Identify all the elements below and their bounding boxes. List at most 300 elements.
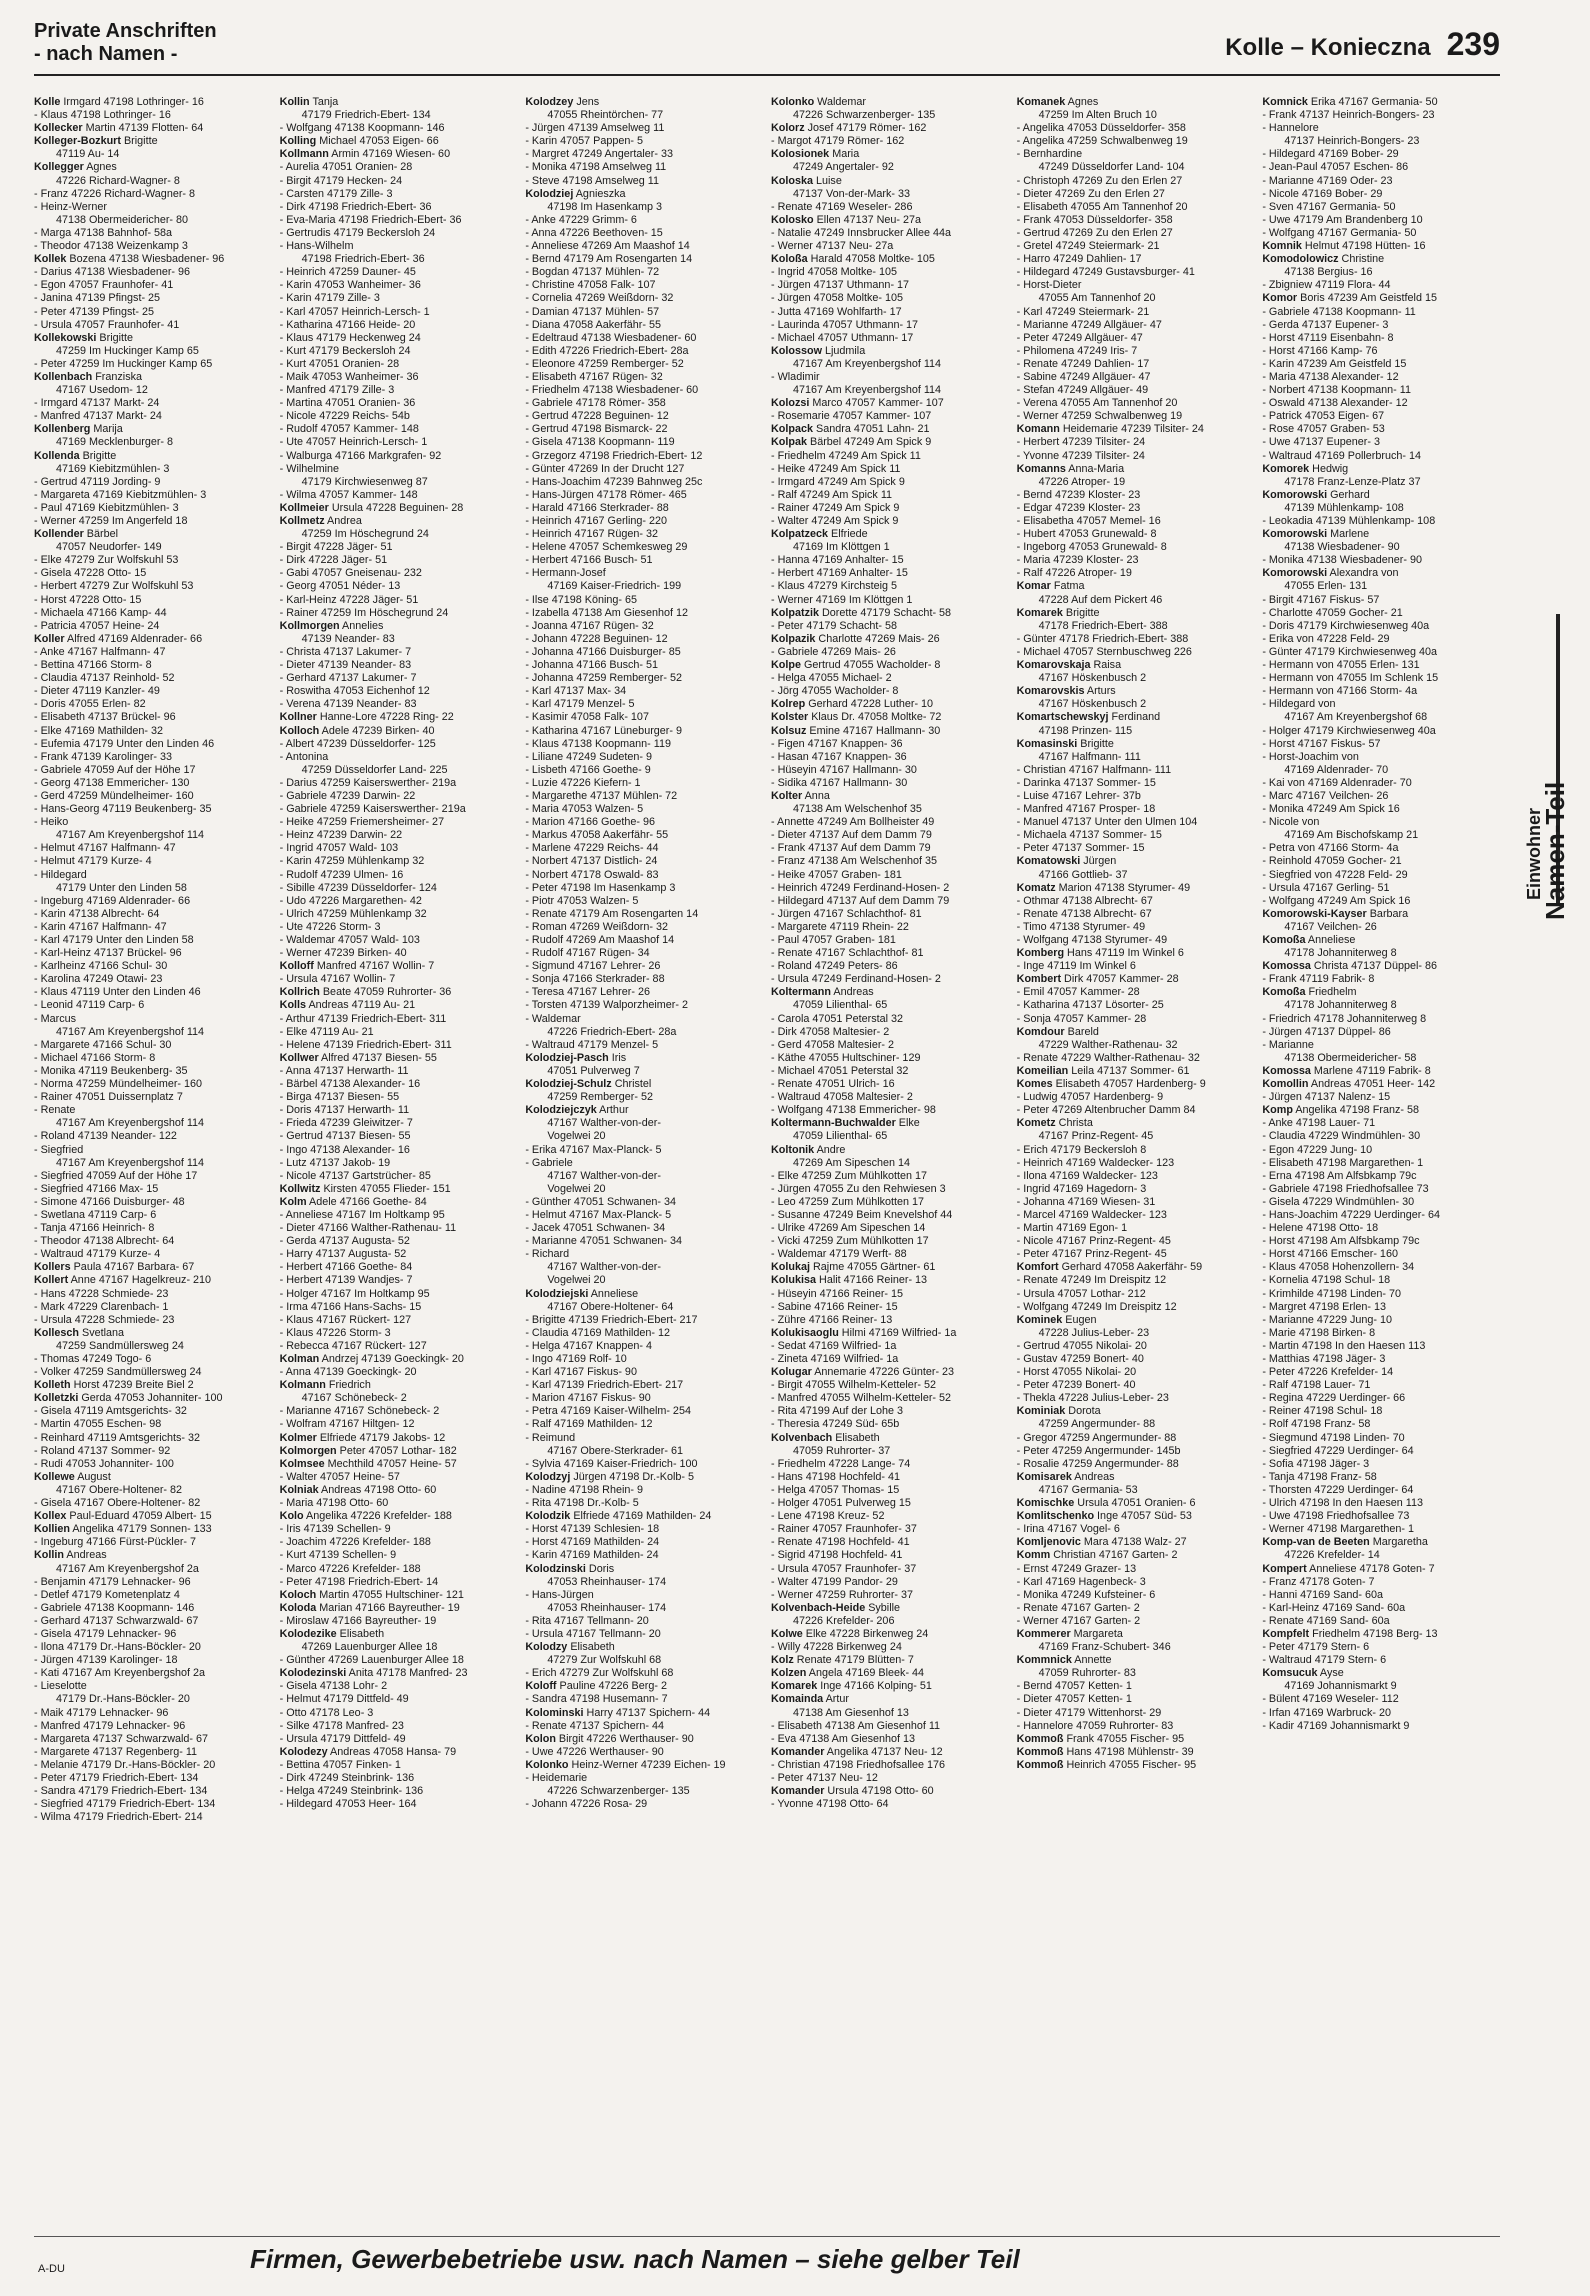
entry-surname-head: [34, 161, 266, 174]
surname: Kolugar: [771, 1366, 812, 1379]
entry-text: - Rita 47198 Dr.-Kolb- 5: [525, 1497, 639, 1510]
directory-entry: [34, 1497, 266, 1510]
entry-text: Anne 47167 Hagelkreuz- 210: [68, 1274, 212, 1287]
entry-text: - Anna 47226 Beethoven- 15: [525, 226, 663, 239]
entry-text: - Uwe 47137 Eupener- 3: [1262, 436, 1380, 449]
entry-text: - Hans-Joachim 47229 Uerdinger- 64: [1262, 1208, 1440, 1221]
entry-text: 47226 Friedrich-Ebert- 28a: [547, 1025, 677, 1038]
directory-entry: [280, 973, 512, 986]
entry-surname-head: [1017, 1471, 1249, 1484]
directory-entry: [1262, 122, 1494, 135]
entry-text: - Monika 47249 Am Spick 16: [1262, 803, 1400, 816]
entry-text: - Verena 47055 Am Tannenhof 20: [1016, 397, 1178, 410]
directory-entry: [1262, 1680, 1494, 1693]
entry-surname-head: [1262, 1104, 1494, 1117]
entry-text: - Peter 47239 Bonert- 40: [1016, 1379, 1136, 1392]
entry-surname-head: [1262, 960, 1494, 973]
directory-entry: [1262, 1576, 1494, 1589]
entry-surname-head: [34, 122, 266, 135]
entry-text: 47198 Friedrich-Ebert- 36: [301, 253, 425, 266]
entry-text: - Marlene 47229 Reichs- 44: [525, 842, 659, 855]
entry-surname-head: [280, 986, 512, 999]
directory-entry: [1017, 1183, 1249, 1196]
entry-text: Gerhard 47228 Luther- 10: [805, 698, 934, 711]
entry-text: - Renate 47249 Dahlien- 17: [1016, 357, 1150, 370]
entry-text: - Gertrud 47198 Bismarck- 22: [525, 423, 668, 436]
entry-text: 47169 Kaiser-Friedrich- 199: [547, 580, 682, 593]
header-section-subtitle: - nach Namen -: [34, 43, 178, 65]
directory-entry: [1262, 188, 1494, 201]
entry-text: - Hildegard 47169 Bober- 29: [1262, 148, 1399, 161]
directory-entry: [1017, 646, 1249, 659]
directory-entry: [1262, 1222, 1494, 1235]
surname: Kollex: [34, 1510, 67, 1523]
entry-text: - Elke 47259 Zum Mühlkotten 17: [771, 1169, 928, 1182]
directory-entry: [1017, 319, 1249, 332]
directory-entry: [280, 1785, 512, 1798]
entry-text: - Karl 47137 Max- 34: [525, 685, 627, 698]
entry-text: - Franz 47226 Richard-Wagner- 8: [34, 187, 196, 200]
entry-text: Elisabeth 47057 Hardenberg- 9: [1052, 1078, 1206, 1091]
directory-entry: [1017, 489, 1249, 502]
entry-text: - Aurelia 47051 Oranien- 28: [279, 161, 413, 174]
entry-text: 47169 Am Bischofskamp 21: [1284, 829, 1419, 842]
directory-entry: [525, 227, 757, 240]
entry-text: Annemarie 47226 Günter- 23: [811, 1366, 955, 1379]
entry-text: - Peter 47259 Im Huckinger Kamp 65: [34, 357, 213, 370]
directory-entry: [1262, 397, 1494, 410]
entry-text: - Peter 47259 Angermunder- 145b: [1016, 1444, 1181, 1457]
entry-text: - Anna 47139 Goeckingk- 20: [279, 1366, 417, 1379]
directory-entry: [1262, 135, 1494, 148]
directory-entry: [1017, 895, 1249, 908]
surname: Kolosionek: [771, 148, 830, 161]
surname: Komnick: [1262, 96, 1308, 108]
entry-text: - Lisbeth 47166 Goethe- 9: [525, 763, 651, 776]
entry-text: - Hüseyin 47166 Reiner- 15: [771, 1287, 904, 1300]
entry-text: 47259 Remberger- 52: [547, 1091, 653, 1104]
surname: Kolpatzik: [771, 606, 819, 619]
surname: Kollek: [34, 253, 67, 266]
directory-entry: [1262, 607, 1494, 620]
surname: Kolossow: [771, 344, 822, 357]
entry-text: - Simone 47166 Duisburger- 48: [34, 1195, 185, 1208]
entry-text: Elfriede: [828, 528, 868, 541]
directory-entry: [1262, 1484, 1494, 1497]
entry-text: - Helga 47167 Knappen- 4: [525, 1339, 652, 1352]
entry-text: - Harro 47249 Dahlien- 17: [1016, 253, 1142, 266]
entry-text: Jürgen 47198 Dr.-Kolb- 5: [570, 1470, 694, 1483]
directory-entry: [34, 855, 266, 868]
directory-entry: [34, 1405, 266, 1418]
directory-entry: [34, 1484, 266, 1497]
directory-entry: [34, 345, 266, 358]
page-number: 239: [1446, 26, 1500, 62]
entry-text: - Günter 47179 Kirchwiesenweg 40a: [1262, 645, 1437, 658]
entry-text: Sandra 47051 Lahn- 21: [813, 423, 930, 436]
entry-text: - Birgit 47228 Jäger- 51: [279, 541, 393, 554]
directory-entry: [280, 528, 512, 541]
surname: Komossa: [1262, 1064, 1311, 1077]
entry-text: 47139 Mühlenkamp- 108: [1284, 501, 1404, 514]
entry-text: Gerhard: [1327, 488, 1370, 501]
surname: Kolpack: [771, 423, 814, 436]
directory-entry: [525, 1772, 757, 1785]
entry-text: - Silke 47178 Manfred- 23: [279, 1719, 404, 1732]
entry-text: - Izabella 47138 Am Giesenhof 12: [525, 606, 688, 619]
entry-text: - Sabine 47249 Allgäuer- 47: [1016, 370, 1151, 383]
entry-text: 47053 Rheinhauser- 174: [547, 1601, 667, 1614]
entry-text: - Ute 47226 Storm- 3: [279, 920, 381, 933]
surname: Komainda: [771, 1693, 824, 1706]
directory-entry: [525, 1523, 757, 1536]
directory-entry: [771, 685, 1003, 698]
directory-entry: [525, 266, 757, 279]
directory-entry: [34, 463, 266, 476]
entry-text: - Rose 47057 Graben- 53: [1262, 423, 1385, 436]
entry-text: - Renate 47179 Am Rosengarten 14: [525, 907, 699, 920]
directory-entry: [771, 1405, 1003, 1418]
entry-text: - Heinrich 47169 Waldecker- 123: [1016, 1156, 1175, 1169]
entry-text: 47167 Schönebeck- 2: [301, 1392, 407, 1405]
entry-text: - Matthias 47198 Jäger- 3: [1262, 1353, 1386, 1365]
directory-entry: [525, 1130, 757, 1143]
directory-entry: [771, 1026, 1003, 1039]
entry-text: - Edgar 47239 Kloster- 23: [1016, 501, 1141, 514]
entry-text: - Erika von 47228 Feld- 29: [1262, 632, 1390, 645]
directory-entry: [525, 541, 757, 554]
entry-text: - Jürgen 47167 Schlachthof- 81: [771, 907, 922, 920]
directory-entry: [525, 1248, 757, 1261]
entry-text: - Rainer 47057 Fraunhofer- 37: [771, 1523, 917, 1536]
directory-entry: [280, 869, 512, 882]
directory-entry: [280, 463, 512, 476]
entry-text: - Helmut 47179 Dittfeld- 49: [279, 1693, 409, 1706]
entry-text: - Irmgard 47137 Markt- 24: [34, 397, 160, 410]
surname: Kompert: [1262, 1562, 1307, 1575]
directory-entry: [34, 1288, 266, 1301]
entry-text: 47228 Julius-Leber- 23: [1038, 1326, 1150, 1339]
entry-text: - Horst 47169 Mathilden- 24: [525, 1536, 660, 1549]
directory-entry: [525, 1170, 757, 1183]
directory-entry: [1017, 122, 1249, 135]
entry-text: Friedrich: [325, 1379, 371, 1392]
directory-entry: [525, 332, 757, 345]
entry-text: Annette: [1071, 1654, 1112, 1667]
directory-entry: [525, 803, 757, 816]
entry-text: - Ursula 47057 Fraunhofer- 41: [34, 318, 180, 331]
directory-entry: [525, 1327, 757, 1340]
entry-text: - Dirk 47198 Friedrich-Ebert- 36: [279, 200, 432, 213]
directory-entry: [771, 502, 1003, 515]
directory-entry: [34, 266, 266, 279]
directory-entry: [280, 1693, 512, 1706]
side-tab-label-main: Namen-Teil: [1540, 781, 1570, 920]
entry-text: - Jürgen 47137 Uthmann- 17: [771, 279, 910, 292]
entry-text: - Wilma 47179 Friedrich-Ebert- 214: [34, 1811, 203, 1824]
entry-surname-head: [771, 148, 1003, 161]
entry-text: - Anke 47198 Lauer- 71: [1262, 1117, 1376, 1130]
entry-surname-head: [1262, 240, 1494, 253]
entry-text: - Renate 47229 Walther-Rathenau- 32: [1016, 1051, 1200, 1064]
directory-entry: [1017, 999, 1249, 1012]
entry-text: Fatma: [1050, 580, 1085, 593]
directory-entry: [771, 1615, 1003, 1628]
entry-text: - Hildegard 47249 Gustavsburger- 41: [1016, 266, 1195, 279]
surname: Komischke: [1016, 1497, 1075, 1510]
entry-text: - Nicole 47169 Bober- 29: [1262, 187, 1383, 200]
directory-entry: [1017, 1222, 1249, 1235]
entry-text: 47167 Höskenbusch 2: [1038, 698, 1147, 711]
entry-text: Elisabeth: [336, 1627, 385, 1640]
entry-text: - Gerd 47259 Mündelheimer- 160: [34, 789, 194, 802]
entry-text: - Waltraud 47169 Pollerbruch- 14: [1262, 449, 1421, 462]
entry-text: Franziska: [92, 370, 143, 383]
surname: Kolmsee: [279, 1457, 325, 1470]
directory-entry: [1017, 410, 1249, 423]
entry-text: Erika 47167 Germania- 50: [1307, 96, 1438, 108]
entry-text: Brigitte: [1077, 737, 1114, 750]
surname: Kolodzik: [525, 1510, 571, 1523]
entry-text: Christa: [1055, 1117, 1093, 1130]
entry-text: - Klaus 47119 Unter den Linden 46: [34, 986, 201, 999]
directory-entry: [1017, 1667, 1249, 1680]
directory-entry: [34, 816, 266, 829]
entry-text: - Michael 47057 Uthmann- 17: [771, 331, 914, 344]
surname: Kollekowski: [34, 331, 97, 344]
entry-text: - Anke 47167 Halfmann- 47: [34, 645, 166, 658]
directory-entry: [280, 947, 512, 960]
directory-entry: [34, 384, 266, 397]
entry-surname-head: [1017, 1065, 1249, 1078]
directory-entry: [1262, 1301, 1494, 1314]
entry-text: - Marianne: [1262, 1038, 1314, 1051]
directory-entry: [1017, 214, 1249, 227]
entry-text: - Kai von 47169 Aldenrader- 70: [1262, 776, 1412, 789]
entry-text: - Reimund: [525, 1431, 576, 1444]
directory-entry: [1262, 1720, 1494, 1733]
entry-text: - Maik 47179 Lehnacker- 96: [34, 1706, 169, 1719]
entry-text: Elke: [895, 1117, 920, 1130]
entry-text: - Renate 47198 Hochfeld- 41: [771, 1536, 910, 1549]
entry-text: - Detlef 47179 Kometenplatz 4: [34, 1588, 180, 1601]
directory-entry: [1262, 345, 1494, 358]
entry-text: Beate 47059 Ruhrorter- 36: [319, 986, 452, 999]
directory-entry: [525, 711, 757, 724]
entry-text: - Piotr 47053 Walzen- 5: [525, 894, 639, 907]
entry-text: - Horst 47055 Nikolai- 20: [1016, 1366, 1137, 1379]
directory-entry: [280, 738, 512, 751]
entry-text: - Horst-Joachim von: [1262, 750, 1359, 763]
entry-text: - Edeltraud 47138 Wiesbadener- 60: [525, 331, 697, 344]
entry-text: - Karl 47249 Steiermark- 21: [1016, 305, 1150, 318]
entry-surname-head: [280, 1052, 512, 1065]
surname: Kollert: [34, 1274, 69, 1287]
surname: Kollmeier: [279, 501, 329, 514]
entry-text: - Dirk 47058 Maltesier- 2: [771, 1025, 890, 1038]
entry-text: - Gabriele 47259 Kaiserswerther- 219a: [279, 803, 466, 816]
directory-entry: [1262, 1039, 1494, 1052]
surname: Kolter: [771, 789, 803, 802]
entry-text: Christine: [1338, 253, 1385, 266]
entry-surname-head: [1017, 1759, 1249, 1772]
entry-text: - Yvonne 47239 Tilsiter- 24: [1016, 449, 1145, 462]
directory-entry: [280, 1222, 512, 1235]
entry-text: 47167 Obere-Holtener- 82: [56, 1483, 183, 1496]
entry-text: - Eva-Maria 47198 Friedrich-Ebert- 36: [279, 213, 462, 226]
entry-text: - Karl 47167 Fiskus- 90: [525, 1366, 637, 1379]
entry-text: - Claudia 47229 Windmühlen- 30: [1262, 1130, 1421, 1143]
entry-text: - Eva 47138 Am Giesenhof 13: [771, 1732, 916, 1745]
entry-text: - Holger 47167 Im Holtkamp 95: [279, 1287, 430, 1300]
directory-entry: [525, 1379, 757, 1392]
directory-entry: [280, 1235, 512, 1248]
entry-text: - Karin 47259 Mühlenkamp 32: [279, 855, 425, 868]
directory-entry: [1262, 855, 1494, 868]
surname: Kolodzey: [525, 96, 574, 108]
entry-text: - Frank 47119 Fabrik- 8: [1262, 973, 1375, 986]
entry-text: - Marianne 47229 Jung- 10: [1262, 1313, 1392, 1326]
entry-surname-head: [1262, 908, 1494, 921]
entry-text: Martin 47055 Hultschiner- 121: [316, 1588, 464, 1601]
entry-text: - Sandra 47198 Husemann- 7: [525, 1693, 668, 1706]
entry-text: Ljudmila: [822, 344, 866, 357]
directory-entry: [34, 1170, 266, 1183]
directory-entry: [525, 161, 757, 174]
entry-surname-head: [771, 528, 1003, 541]
directory-entry: [34, 672, 266, 685]
entry-surname-head: [1017, 1497, 1249, 1510]
entry-text: - Peter 47198 Friedrich-Ebert- 14: [279, 1575, 439, 1588]
entry-text: - Bogdan 47137 Mühlen- 72: [525, 266, 660, 279]
entry-text: 47179 Friedrich-Ebert- 134: [301, 109, 431, 122]
directory-entry: [34, 1314, 266, 1327]
entry-surname-head: [771, 711, 1003, 724]
entry-text: - Waldemar 47057 Wald- 103: [279, 934, 420, 946]
entry-text: - Natalie 47249 Innsbrucker Allee 44a: [771, 226, 952, 239]
directory-entry: [771, 1157, 1003, 1170]
directory-entry: [1017, 397, 1249, 410]
entry-surname-head: [280, 711, 512, 724]
entry-surname-head: [1017, 1733, 1249, 1746]
directory-entry: [280, 1327, 512, 1340]
directory-entry: [1017, 1563, 1249, 1576]
entry-surname-head: [280, 1379, 512, 1392]
entry-text: - Katharina 47166 Heide- 20: [279, 318, 416, 331]
entry-text: - Ulrike 47269 Am Sipeschen 14: [771, 1222, 926, 1235]
entry-text: - Siegfried 47229 Uerdinger- 64: [1262, 1444, 1414, 1457]
entry-text: - Nicole 47137 Gartstrücher- 85: [279, 1169, 431, 1182]
entry-text: - Antonina: [279, 750, 329, 763]
entry-text: - Darius 47138 Wiesbadener- 96: [34, 266, 191, 279]
surname: Komp-van de Beeten: [1262, 1536, 1370, 1549]
entry-text: - Renate: [34, 1104, 76, 1117]
entry-text: 47249 Düsseldorfer Land- 104: [1038, 161, 1185, 174]
entry-text: Andreas 47051 Heer- 142: [1308, 1078, 1436, 1091]
entry-text: - Herbert 47166 Busch- 51: [525, 554, 653, 567]
entry-text: - Peter 47179 Friedrich-Ebert- 134: [34, 1772, 199, 1784]
directory-entry: [1262, 148, 1494, 161]
directory-entry: [1262, 1589, 1494, 1602]
directory-entry: [525, 397, 757, 410]
entry-text: - Martina 47051 Oranien- 36: [279, 397, 416, 410]
entry-text: - Mark 47229 Clarenbach- 1: [34, 1300, 169, 1313]
entry-text: Christian 47167 Garten- 2: [1050, 1549, 1178, 1562]
entry-text: - Uwe 47198 Friedhofsallee 73: [1262, 1510, 1410, 1523]
directory-entry: [771, 1733, 1003, 1746]
directory-entry: [1262, 1144, 1494, 1157]
entry-text: - Lene 47198 Kreuz- 52: [771, 1510, 885, 1523]
entry-text: - Horst-Dieter: [1016, 279, 1082, 292]
directory-entry: [525, 476, 757, 489]
directory-entry: [1017, 1484, 1249, 1497]
directory-entry: [1017, 476, 1249, 489]
directory-entry: [34, 1720, 266, 1733]
surname: Koltonik: [771, 1143, 815, 1156]
directory-entry: [1017, 1392, 1249, 1405]
entry-surname-head: [280, 1510, 512, 1523]
directory-entry: [525, 1654, 757, 1667]
directory-entry: [1262, 450, 1494, 463]
directory-entry: [280, 1340, 512, 1353]
entry-text: - Werner 47167 Garten- 2: [1016, 1614, 1141, 1627]
surname: Komander: [771, 1785, 825, 1798]
entry-surname-head: [34, 1471, 266, 1484]
surname: Komarek: [771, 1680, 818, 1693]
surname: Kolorz: [771, 122, 805, 135]
directory-entry: [771, 188, 1003, 201]
directory-entry: [525, 201, 757, 214]
entry-text: - Ingo 47138 Alexander- 16: [279, 1143, 410, 1156]
entry-text: Ferdinand: [1108, 711, 1161, 724]
surname: Kolwe: [771, 1627, 803, 1640]
directory-entry: [525, 423, 757, 436]
entry-text: - Sofia 47198 Jäger- 3: [1262, 1457, 1370, 1470]
entry-text: - Ursula 47167 Wollin- 7: [279, 973, 396, 986]
directory-entry: [1017, 554, 1249, 567]
directory-entry: [771, 306, 1003, 319]
entry-text: - Karin 47138 Albrecht- 64: [34, 907, 160, 920]
directory-entry: [1262, 109, 1494, 122]
directory-entry: [280, 423, 512, 436]
entry-text: - Rosalie 47259 Angermunder- 88: [1016, 1457, 1179, 1470]
surname: Kolzen: [771, 1667, 807, 1680]
entry-text: - Ilse 47198 Köning- 65: [525, 593, 637, 606]
entry-text: - Ursula 47167 Gerling- 51: [1262, 881, 1390, 894]
entry-text: - Ralf 47169 Mathilden- 12: [525, 1418, 653, 1431]
directory-entry: [771, 1707, 1003, 1720]
entry-text: - Wolfgang 47138 Koopmann- 146: [279, 122, 445, 135]
entry-text: - Udo 47226 Margarethen- 42: [279, 894, 422, 907]
surname: Komasinski: [1016, 737, 1078, 750]
entry-text: 47249 Angertaler- 92: [793, 161, 894, 174]
directory-entry: [771, 803, 1003, 816]
entry-surname-head: [1262, 934, 1494, 947]
directory-entry: [525, 869, 757, 882]
entry-text: 47167 Am Kreyenbergshof 114: [56, 1117, 205, 1130]
entry-text: Margaretha: [1369, 1536, 1428, 1549]
directory-entry: [525, 358, 757, 371]
directory-entry: [280, 895, 512, 908]
directory-entry: [525, 659, 757, 672]
entry-text: - Horst 47167 Fiskus- 57: [1262, 737, 1381, 750]
directory-entry: [34, 397, 266, 410]
entry-text: - Herbert 47279 Zur Wolfskuhl 53: [34, 580, 194, 593]
entry-text: - Gisela 47138 Koopmann- 119: [525, 436, 675, 449]
directory-entry: [771, 1523, 1003, 1536]
directory-entry: [525, 1091, 757, 1104]
directory-entry: [525, 253, 757, 266]
